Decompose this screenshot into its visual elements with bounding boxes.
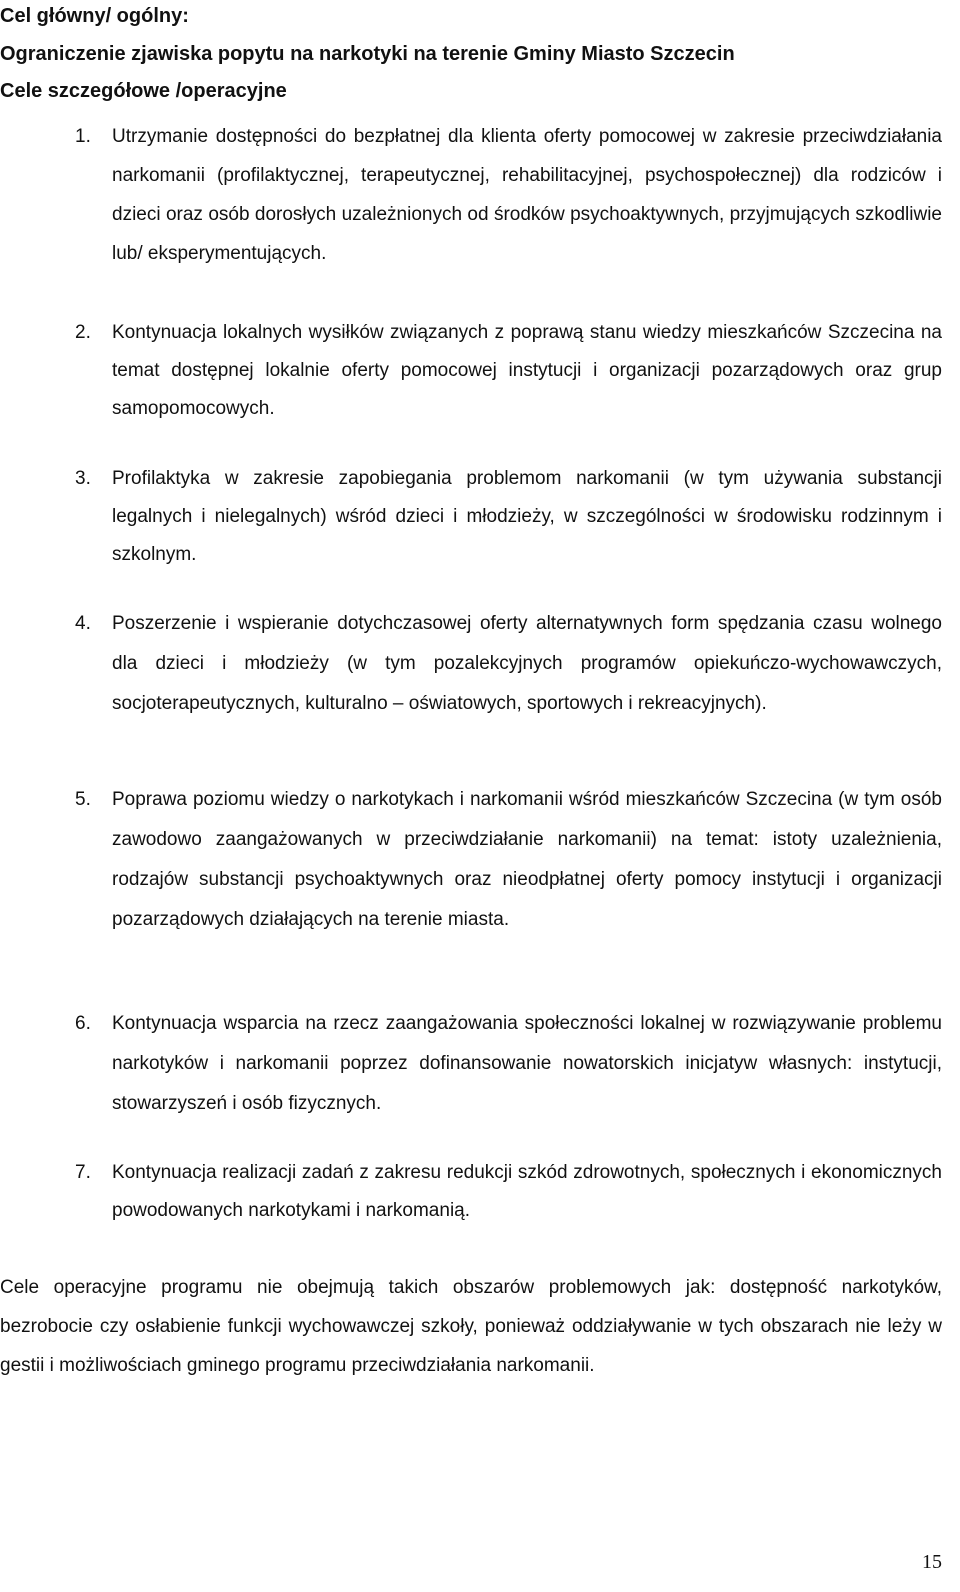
main-goal-text: Ograniczenie zjawiska popytu na narkotyki na terenie Gminy Miasto Szczecin xyxy=(0,43,735,65)
goal-number: 3. xyxy=(75,468,91,489)
goal-text: Poszerzenie i wspieranie dotychczasowej oferty alternatywnych form spędzania czasu wolnego dla dzieci i młodzieży (w tym pozalekcyjnych programów opiekuńczo-wychowawczych, socjoterapeutycznych, kulturalno – oświatowych, sportowych i rekreacyjnych). xyxy=(112,613,942,714)
goal-text: Kontynuacja realizacji zadań z zakresu redukcji szkód zdrowotnych, społecznych i ekonomicznych powodowanych narkotykami i narkomanią. xyxy=(112,1162,942,1221)
goal-text: Kontynuacja lokalnych wysiłków związanych z poprawą stanu wiedzy mieszkańców Szczecina na temat dostępnej lokalnie oferty pomocowej instytucji i organizacji pozarządowych oraz grup samopomocowych. xyxy=(112,322,942,419)
goal-text: Kontynuacja wsparcia na rzecz zaangażowania społeczności lokalnej w rozwiązywanie problemu narkotyków i narkomanii poprzez dofinansowanie nowatorskich inicjatyw własnych: instytucji, stowarzyszeń i osób fizycznych. xyxy=(112,1013,942,1114)
goal-number: 1. xyxy=(75,126,91,147)
goal-number: 5. xyxy=(75,789,91,810)
goal-number: 4. xyxy=(75,613,91,634)
goal-text: Poprawa poziomu wiedzy o narkotykach i narkomanii wśród mieszkańców Szczecina (w tym osób zawodowo zaangażowanych w przeciwdziałanie narkomanii) na temat: istoty uzależnienia, rodzajów substancji psychoaktywnych oraz nieodpłatnej oferty pomocy instytucji i organizacji pozarządowych działających na terenie miasta. xyxy=(112,789,942,930)
goal-number: 2. xyxy=(75,322,91,343)
page-number: 15 xyxy=(922,1551,942,1573)
goal-number: 7. xyxy=(75,1162,91,1183)
closing-paragraph: Cele operacyjne programu nie obejmują takich obszarów problemowych jak: dostępność narkotyków, bezrobocie czy osłabienie funkcji wychowawczej szkoły, ponieważ oddziaływanie w tych obszarach nie leży w gestii i możliwościach gminego programu przeciwdziałania narkomanii. xyxy=(0,1277,942,1376)
goal-number: 6. xyxy=(75,1013,91,1034)
goal-text: Utrzymanie dostępności do bezpłatnej dla klienta oferty pomocowej w zakresie przeciwdziałania narkomanii (profilaktycznej, terapeutycznej, rehabilitacyjnej, psychospołecznej) dla rodziców i dzieci oraz osób dorosłych uzależnionych od środków psychoaktywnych, przyjmujących szkodliwie lub/ eksperymentujących. xyxy=(112,126,942,264)
main-goal-label: Cel główny/ ogólny: xyxy=(0,5,189,27)
specific-goals-label: Cele szczegółowe /operacyjne xyxy=(0,80,287,102)
goal-text: Profilaktyka w zakresie zapobiegania problemom narkomanii (w tym używania substancji legalnych i nielegalnych) wśród dzieci i młodzieży, w szczególności w środowisku rodzinnym i szkolnym. xyxy=(112,468,942,565)
